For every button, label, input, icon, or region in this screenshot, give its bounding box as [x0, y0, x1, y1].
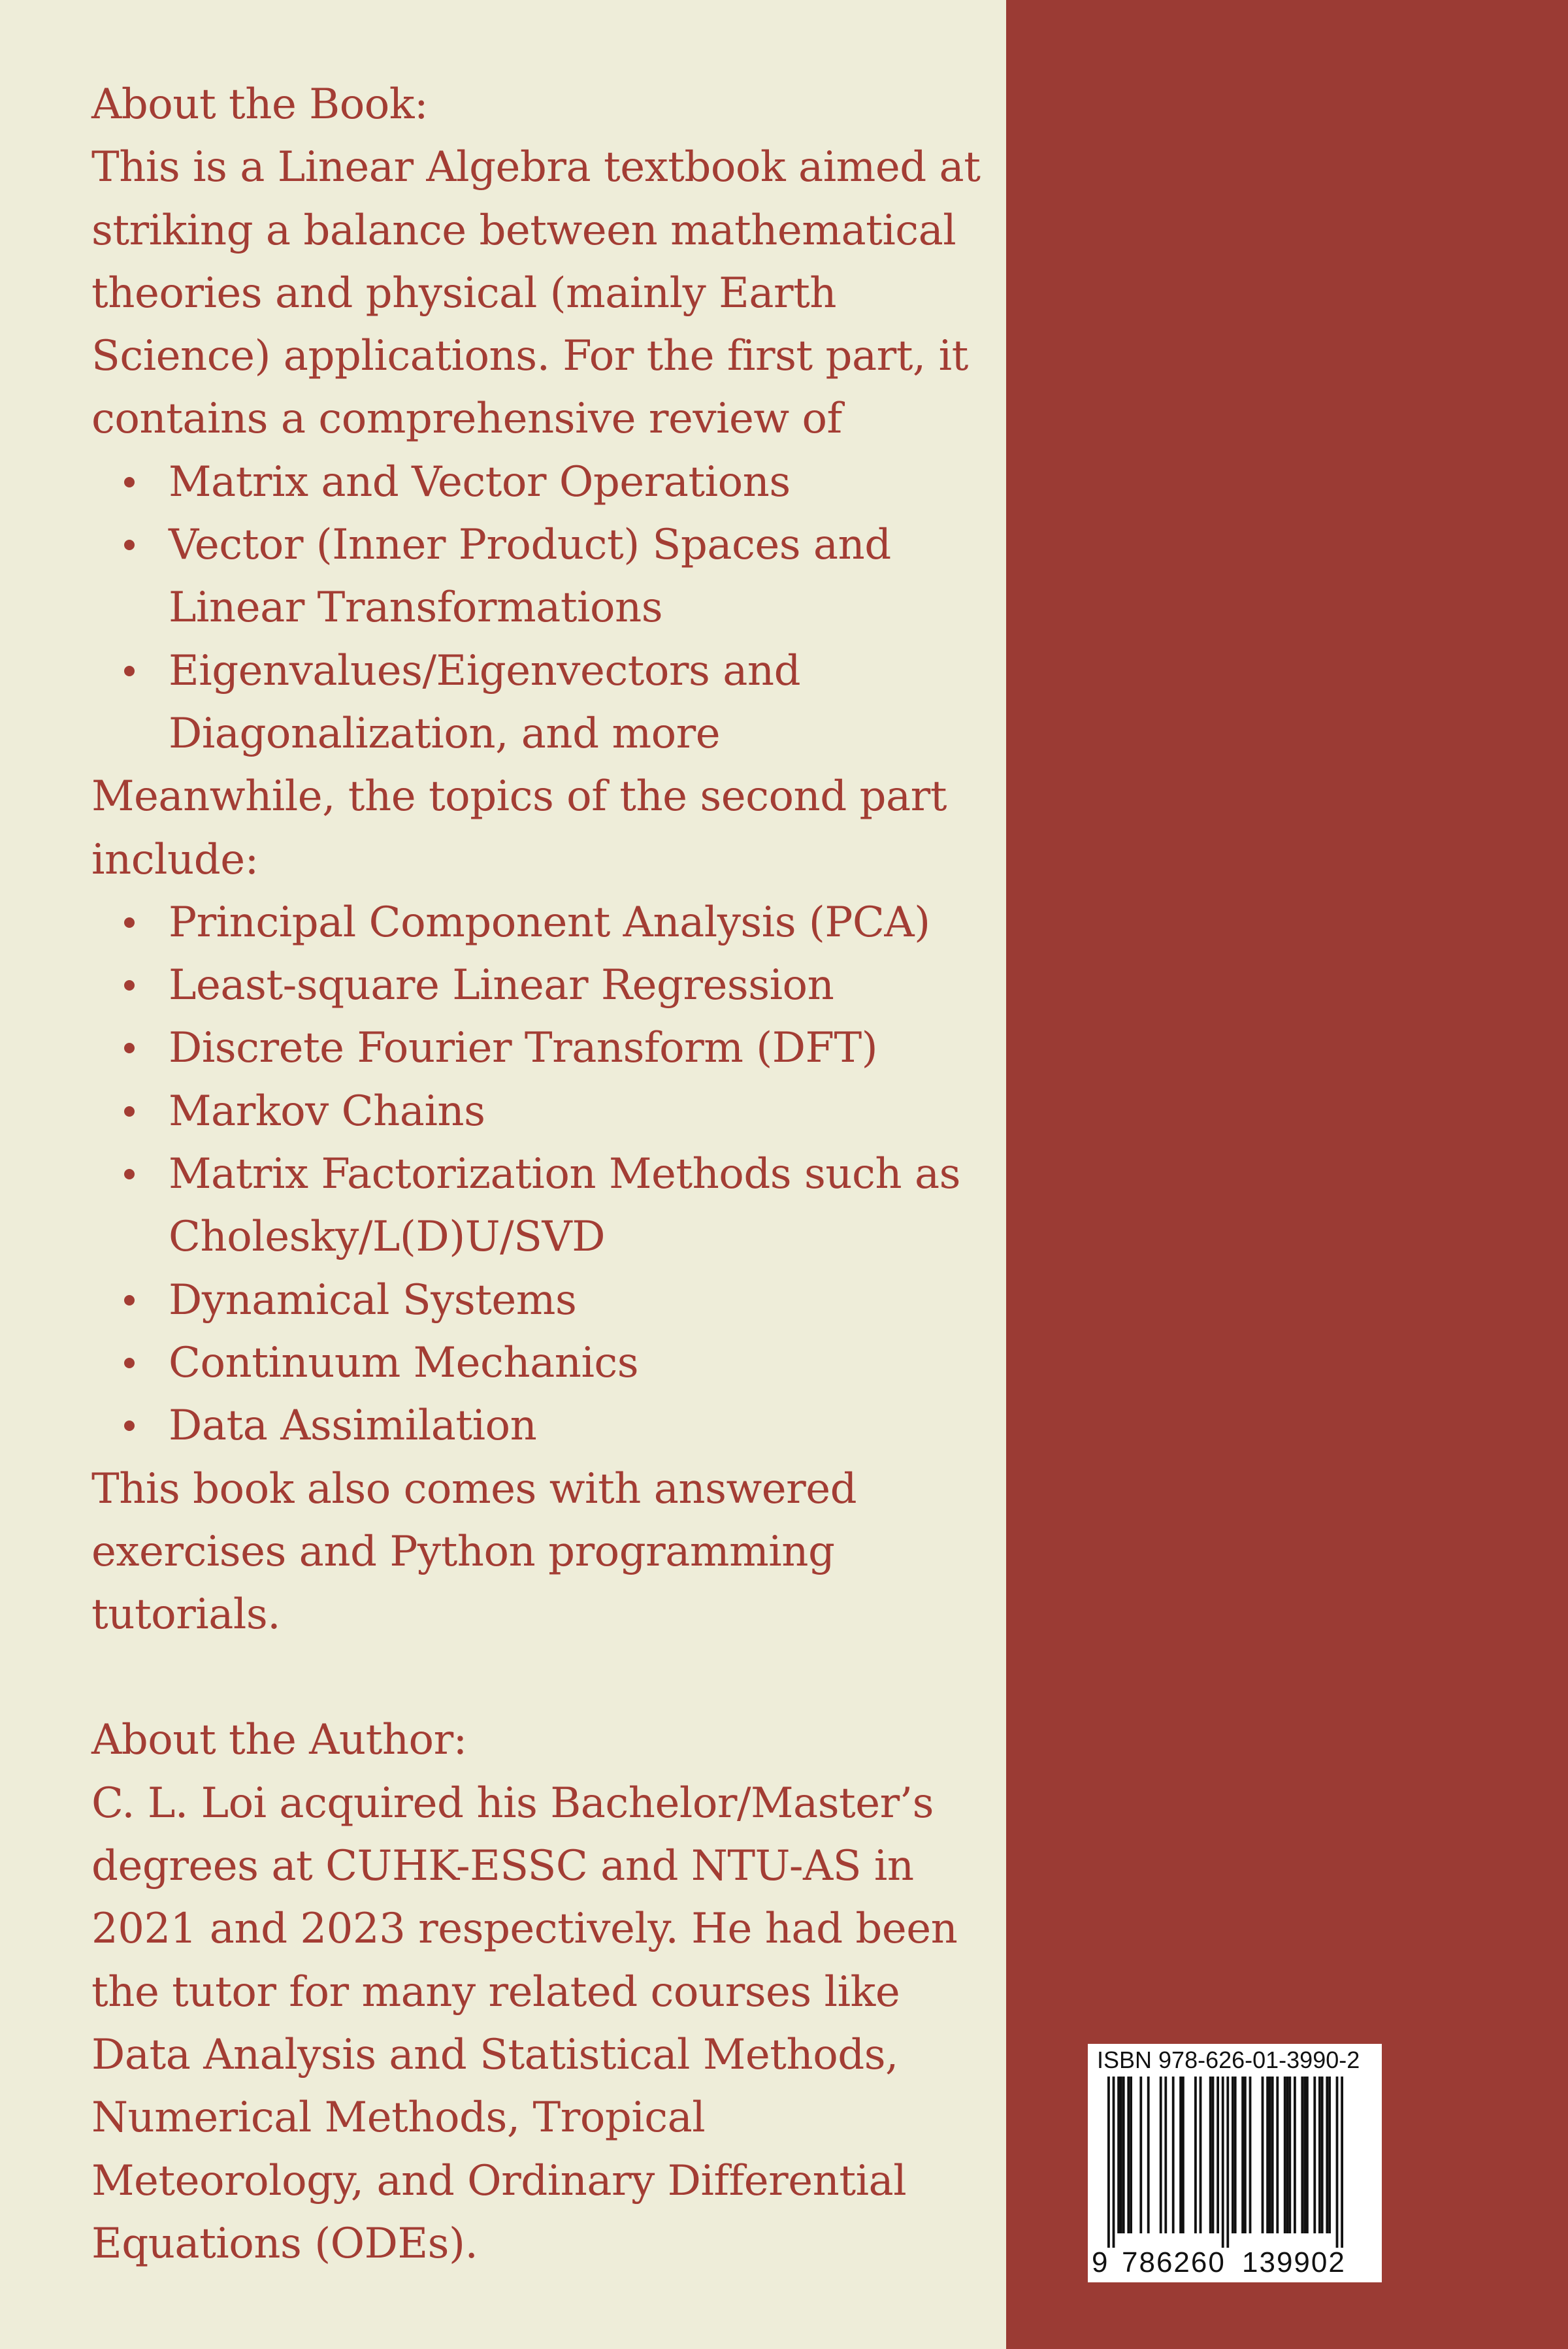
barcode-bar	[1262, 2077, 1264, 2233]
barcode-bar	[1249, 2077, 1252, 2233]
barcode-left-digits: 786260	[1122, 2246, 1226, 2278]
barcode-bar	[1328, 2077, 1331, 2233]
barcode-bar	[1269, 2077, 1271, 2233]
list-item: Matrix and Vector Operations	[169, 451, 987, 514]
barcode-bar	[1212, 2077, 1215, 2233]
list-item: Eigenvalues/Eigenvectors and Diagonalization, and more	[169, 640, 987, 766]
barcode-bar	[1341, 2077, 1343, 2248]
part1-list	[91, 451, 987, 765]
barcode-bar	[1222, 2077, 1224, 2248]
list-item: Vector (Inner Product) Spaces and Linear Transformations	[169, 514, 987, 640]
barcode-bar	[1313, 2077, 1316, 2233]
barcode-bar	[1244, 2077, 1247, 2233]
list-item: Principal Component Analysis (PCA)	[169, 891, 987, 954]
barcode-bar	[1160, 2077, 1162, 2233]
section-spacer	[91, 1646, 987, 1709]
barcode-bar	[1182, 2077, 1184, 2233]
list-item: Discrete Fourier Transform (DFT)	[169, 1017, 987, 1079]
barcode-bar	[1326, 2077, 1328, 2233]
part2-list	[91, 891, 987, 1458]
barcode-bar	[1301, 2077, 1303, 2233]
barcode-bar	[1172, 2077, 1175, 2233]
barcode-bar	[1284, 2077, 1286, 2233]
cover-text	[91, 73, 987, 2275]
barcode-bar	[1321, 2077, 1324, 2233]
barcode-first-digit: 9	[1092, 2246, 1109, 2278]
barcode-bar	[1127, 2077, 1130, 2233]
book-intro: This is a Linear Algebra textbook aimed at striking a balance between mathematical theories and physical (mainly Earth Science) applications. For the first part, it contains a comprehensive review of	[91, 143, 981, 444]
barcode-bar	[1147, 2077, 1150, 2233]
barcode-bar	[1232, 2077, 1234, 2233]
barcode-bar	[1303, 2077, 1306, 2233]
barcode-bar	[1139, 2077, 1142, 2233]
list-item: Continuum Mechanics	[169, 1332, 987, 1394]
barcode-bar	[1107, 2077, 1110, 2248]
barcode-bar	[1266, 2077, 1269, 2233]
barcode-bar	[1294, 2077, 1296, 2233]
barcode-bar	[1271, 2077, 1274, 2233]
about-author-heading: About the Author:	[91, 1716, 467, 1765]
part2-intro: Meanwhile, the topics of the second part include:	[91, 772, 947, 884]
list-item: Data Assimilation	[169, 1394, 987, 1457]
barcode-bar	[1117, 2077, 1120, 2233]
spine-color-panel	[1006, 0, 1568, 2349]
barcode-bar	[1318, 2077, 1321, 2233]
barcode-bar	[1120, 2077, 1122, 2233]
barcode-bar	[1179, 2077, 1182, 2233]
barcode-bar	[1306, 2077, 1309, 2233]
barcode-bar	[1200, 2077, 1202, 2233]
barcode-bar	[1164, 2077, 1167, 2233]
list-item: Markov Chains	[169, 1080, 987, 1143]
barcode-bar	[1209, 2077, 1212, 2233]
book-closing: This book also comes with answered exercises and Python programming tutorials.	[91, 1464, 857, 1639]
list-item: Dynamical Systems	[169, 1269, 987, 1332]
barcode-bar	[1194, 2077, 1197, 2233]
barcode-bar	[1286, 2077, 1289, 2233]
barcode-bar	[1226, 2077, 1229, 2248]
barcode-bar	[1336, 2077, 1339, 2248]
isbn-label: ISBN 978-626-01-3990-2	[1097, 2046, 1360, 2073]
barcode-bar	[1113, 2077, 1115, 2248]
barcode-bars-icon	[1107, 2077, 1362, 2248]
list-item: Least-square Linear Regression	[169, 954, 987, 1017]
author-bio: C. L. Loi acquired his Bachelor/Master’s degrees at CUHK-ESSC and NTU-AS in 2021 and 2023 respectively. He had been the tutor for many related courses like Data Analysis and Statistical Methods, Numerical Methods, Tropical Meteorology, and Ordinary Differential Equations (ODEs).	[91, 1779, 958, 2268]
list-item: Matrix Factorization Methods such as Cholesky/L(D)U/SVD	[169, 1143, 987, 1269]
barcode-bar	[1288, 2077, 1291, 2233]
barcode-bar	[1241, 2077, 1244, 2233]
barcode-bar	[1122, 2077, 1125, 2233]
barcode-bar	[1217, 2077, 1219, 2233]
barcode-bar	[1234, 2077, 1237, 2233]
barcode-bar	[1130, 2077, 1132, 2233]
isbn-barcode	[1088, 2044, 1382, 2282]
about-book-heading: About the Book:	[91, 80, 429, 129]
barcode-bar	[1276, 2077, 1279, 2233]
barcode-right-digits: 139902	[1242, 2246, 1346, 2278]
